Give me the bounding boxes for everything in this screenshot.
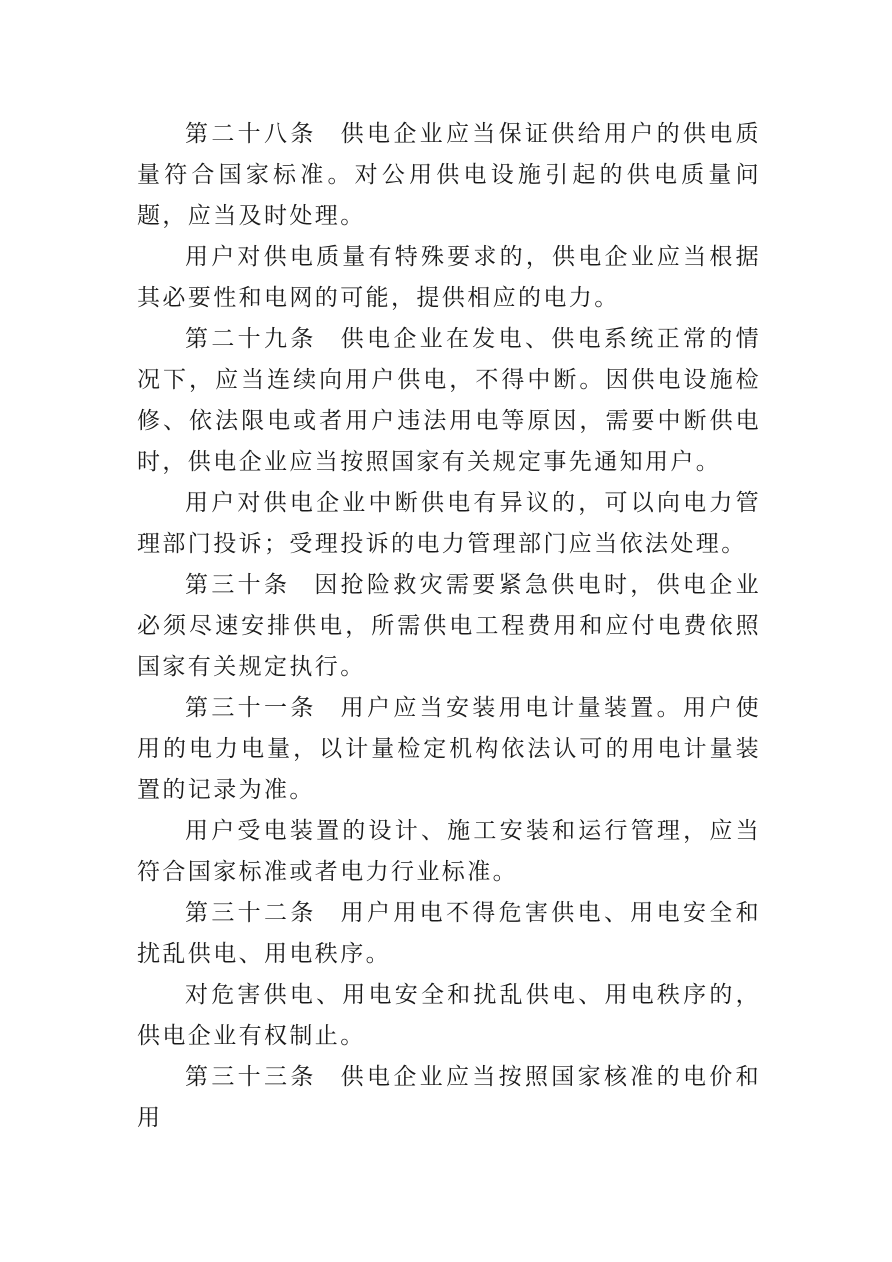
article-28-paragraph-1 bbox=[137, 114, 761, 237]
article-31-paragraph-2 bbox=[137, 811, 761, 893]
article-text: 供电企业应当按照国家核准的电价和用 bbox=[137, 1064, 762, 1131]
article-text: 用户受电装置的设计、施工安装和运行管理，应当符合国家标准或者电力行业标准。 bbox=[137, 818, 761, 885]
article-text: 供电企业应当保证供给用户的供电质量符合国家标准。对公用供电设施引起的供电质量问题，应当及时处理。 bbox=[137, 121, 762, 229]
article-number: 第三十三条 bbox=[185, 1064, 317, 1090]
article-number: 第二十八条 bbox=[185, 121, 317, 147]
document-page bbox=[137, 114, 761, 1139]
article-text: 因抢险救灾需要紧急供电时，供电企业必须尽速安排供电，所需供电工程费用和应付电费依照国家有关规定执行。 bbox=[137, 572, 761, 680]
article-number: 第三十二条 bbox=[185, 900, 317, 926]
article-text: 对危害供电、用电安全和扰乱供电、用电秩序的，供电企业有权制止。 bbox=[137, 982, 761, 1049]
article-32-paragraph-1 bbox=[137, 893, 761, 975]
article-text: 用户应当安装用电计量装置。用户使用的电力电量，以计量检定机构依法认可的用电计量装置的记录为准。 bbox=[137, 695, 762, 803]
article-28-paragraph-2 bbox=[137, 237, 761, 319]
article-number: 第二十九条 bbox=[185, 326, 317, 352]
article-text: 用户对供电质量有特殊要求的，供电企业应当根据其必要性和电网的可能，提供相应的电力。 bbox=[137, 244, 761, 311]
article-29-paragraph-1 bbox=[137, 319, 761, 483]
article-text: 用户用电不得危害供电、用电安全和扰乱供电、用电秩序。 bbox=[137, 900, 762, 967]
article-32-paragraph-2 bbox=[137, 975, 761, 1057]
article-29-paragraph-2 bbox=[137, 483, 761, 565]
article-33-paragraph-1 bbox=[137, 1057, 761, 1139]
article-number: 第三十条 bbox=[185, 572, 291, 598]
article-30-paragraph-1 bbox=[137, 565, 761, 688]
article-text: 用户对供电企业中断供电有异议的，可以向电力管理部门投诉；受理投诉的电力管理部门应当依法处理。 bbox=[137, 490, 761, 557]
article-text: 供电企业在发电、供电系统正常的情况下，应当连续向用户供电，不得中断。因供电设施检修、依法限电或者用户违法用电等原因，需要中断供电时，供电企业应当按照国家有关规定事先通知用户。 bbox=[137, 326, 762, 475]
article-31-paragraph-1 bbox=[137, 688, 761, 811]
article-number: 第三十一条 bbox=[185, 695, 317, 721]
